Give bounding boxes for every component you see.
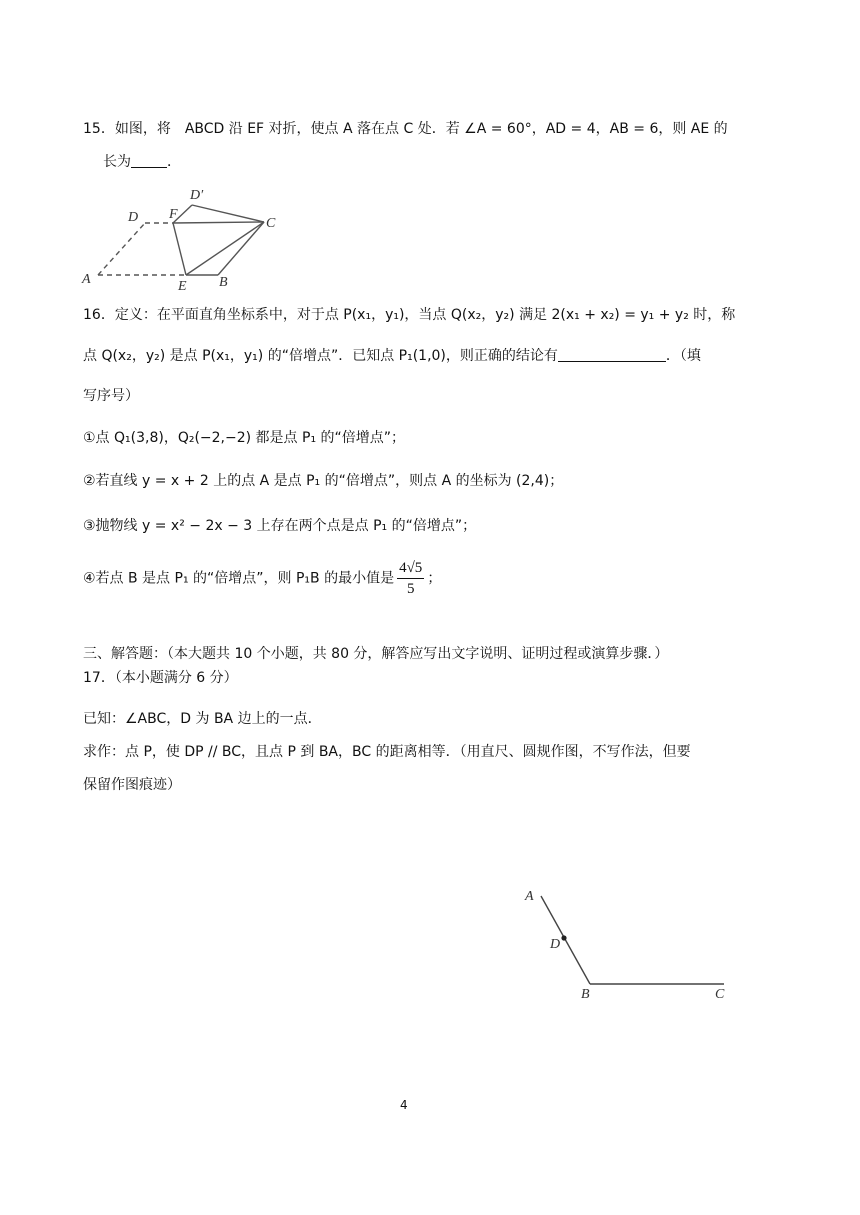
q17-label-B: B xyxy=(581,987,590,1002)
fraction-denominator: 5 xyxy=(406,581,415,597)
q16-line1-text: 16．定义：在平面直角坐标系中，对于点 P(x₁，y₁)，当点 Q(x₂，y₂) 满足 2(x₁ + x₂) = y₁ + y₂ 时，称 xyxy=(83,307,736,323)
q16-option-3-text: ③抛物线 y = x² − 2x − 3 上存在两个点是点 P₁ 的“倍增点”； xyxy=(83,518,477,534)
q15-answer-prefix: 长为 xyxy=(103,154,131,170)
q17-label-A: A xyxy=(525,889,534,904)
q16-line2-text: 点 Q(x₂，y₂) 是点 P(x₁，y₁) 的“倍增点”．已知点 P₁(1,0)，则正确的结论有 xyxy=(83,348,558,364)
label-A: A xyxy=(82,272,91,287)
q15-answer-suffix: ． xyxy=(167,154,181,170)
q16-option-2-text: ②若直线 y = x + 2 上的点 A 是点 P₁ 的“倍增点”，则点 A 的坐标为 (2,4)； xyxy=(83,473,564,489)
label-B: B xyxy=(219,275,228,290)
page-number: 4 xyxy=(400,1098,408,1112)
q17-label-C: C xyxy=(715,987,725,1002)
q16-option-4-suffix: ； xyxy=(427,570,442,587)
q17-task-text-1: 求作：点 P，使 DP // BC，且点 P 到 BA，BC 的距离相等．（用直尺、圆规作图，不写作法，但要 xyxy=(83,744,691,760)
label-D: D xyxy=(128,210,139,225)
q17-task-text-2: 保留作图痕迹） xyxy=(83,777,181,793)
point-D-dot xyxy=(561,935,566,940)
q16-line2-suffix: ．（填 xyxy=(665,348,701,364)
q16-option-1-text: ①点 Q₁(3,8)，Q₂(−2,−2) 都是点 P₁ 的“倍增点”； xyxy=(83,430,406,446)
label-C: C xyxy=(266,216,276,231)
q17-label-D: D xyxy=(550,937,561,952)
section-3-heading-text: 三、解答题：（本大题共 10 个小题，共 80 分，解答应写出文字说明、证明过程或演算步骤．） xyxy=(83,646,669,662)
q15-line1-text: 15．如图，将 ABCD 沿 EF 对折，使点 A 落在点 C 处．若 ∠A = 60°，AD = 4，AB = 6，则 AE 的 xyxy=(83,121,728,137)
q17-given-text: 已知：∠ABC，D 为 BA 边上的一点． xyxy=(83,711,322,727)
q16-option-4-text: ④若点 B 是点 P₁ 的“倍增点”，则 P₁B 的最小值是 xyxy=(83,570,395,587)
label-Dprime: D′ xyxy=(190,188,204,203)
q17-title-text: 17．（本小题满分 6 分） xyxy=(83,670,238,686)
label-F: F xyxy=(169,207,178,222)
fraction-numerator: 4√5 xyxy=(397,558,424,579)
label-E: E xyxy=(178,279,187,294)
q16-line3-text: 写序号） xyxy=(83,388,139,404)
